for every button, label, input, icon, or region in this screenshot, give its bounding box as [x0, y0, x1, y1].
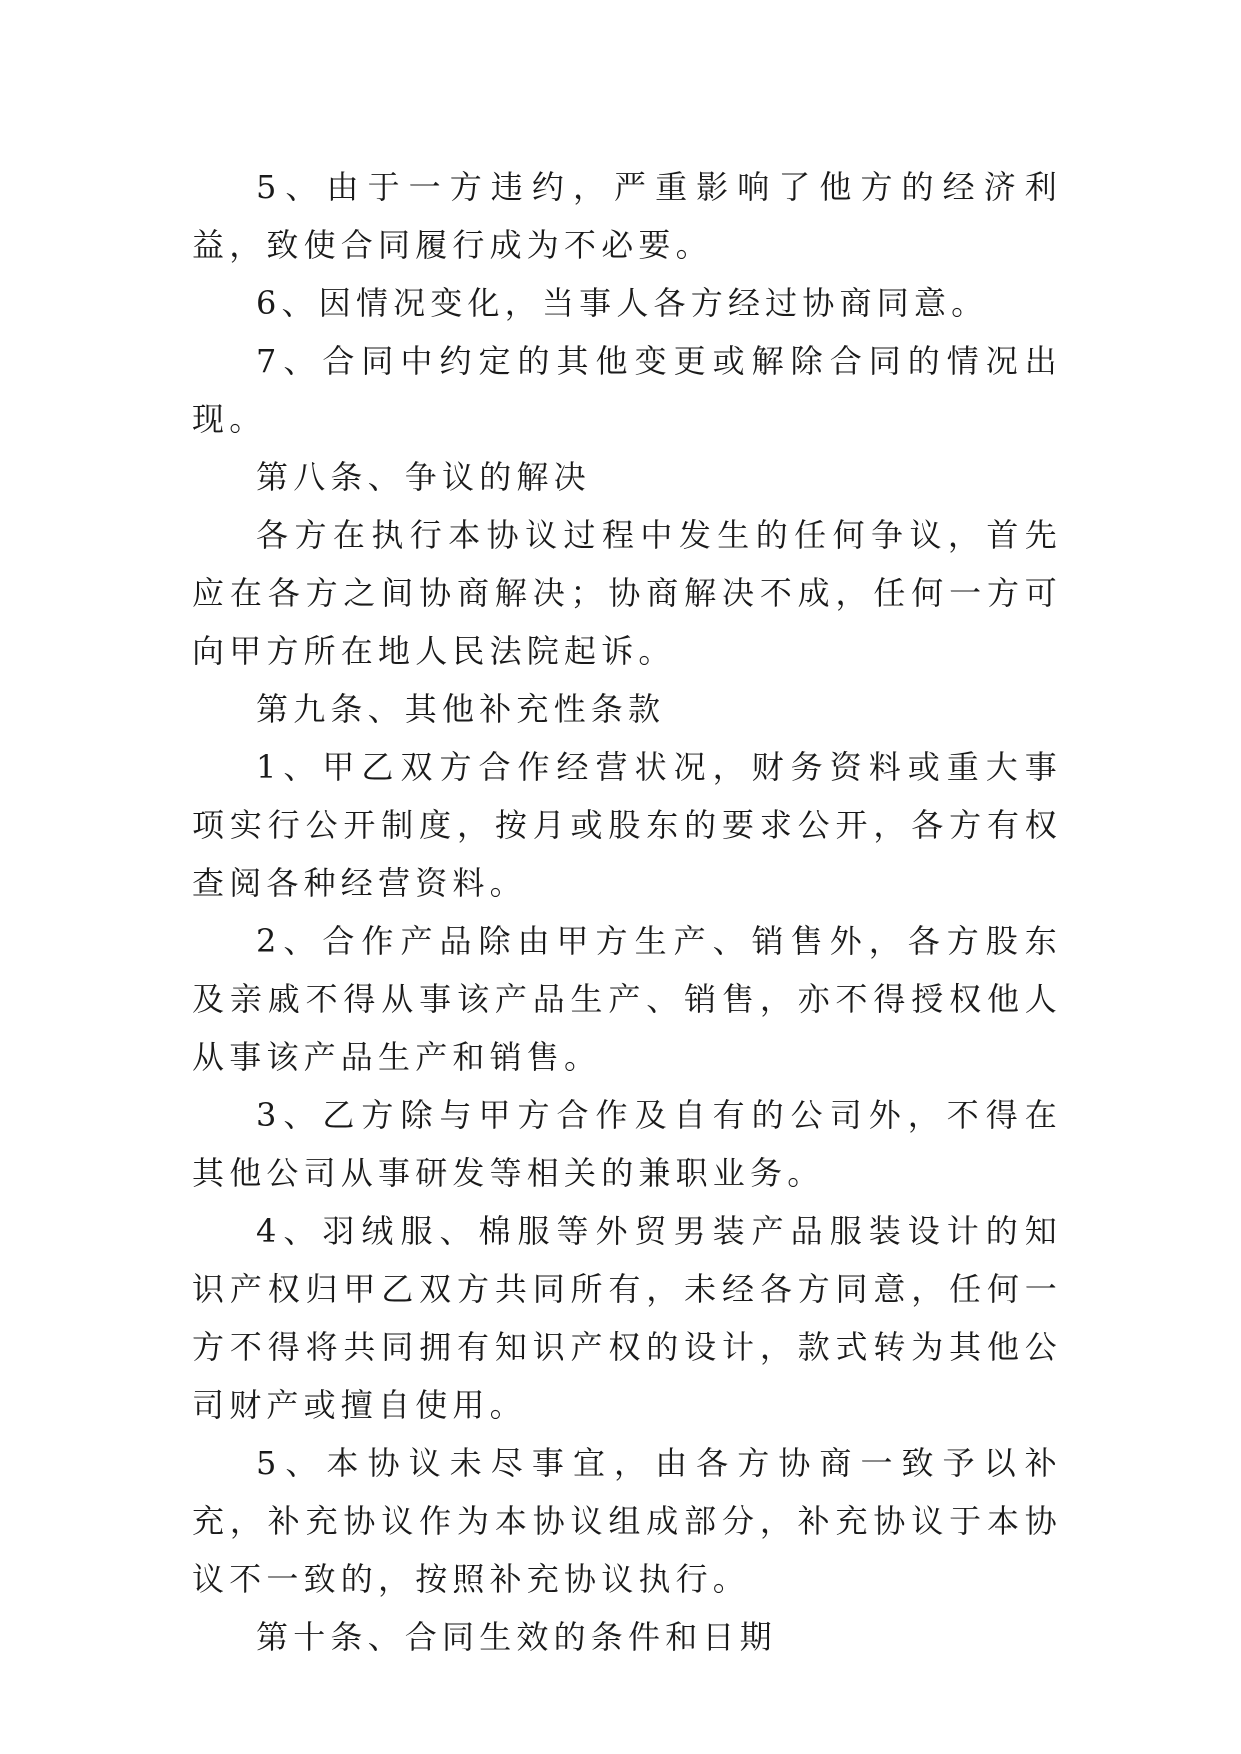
article-8-heading: 第八条、争议的解决 — [256, 458, 591, 496]
clause-5-breach: 5、由于一方违约，严重影响了他方的经济利益，致使合同履行成为不必要。 — [192, 168, 1062, 264]
clause-6-change: 6、因情况变化，当事人各方经过协商同意。 — [256, 284, 989, 322]
article-9-item-2: 2、合作产品除由甲方生产、销售外，各方股东及亲戚不得从事该产品生产、销售，亦不得授权他人从事该产品生产和销售。 — [192, 922, 1062, 1076]
article-9-item-1: 1、甲乙双方合作经营状况，财务资料或重大事项实行公开制度，按月或股东的要求公开，各方有权查阅各种经营资料。 — [192, 748, 1062, 902]
article-9-item-4: 4、羽绒服、棉服等外贸男装产品服装设计的知识产权归甲乙双方共同所有，未经各方同意，任何一方不得将共同拥有知识产权的设计，款式转为其他公司财产或擅自使用。 — [192, 1212, 1062, 1424]
document-body — [192, 158, 1062, 1666]
article-10-heading: 第十条、合同生效的条件和日期 — [256, 1618, 777, 1656]
article-9-item-3: 3、乙方除与甲方合作及自有的公司外，不得在其他公司从事研发等相关的兼职业务。 — [192, 1096, 1062, 1192]
article-8-text: 各方在执行本协议过程中发生的任何争议，首先应在各方之间协商解决；协商解决不成，任何一方可向甲方所在地人民法院起诉。 — [192, 516, 1062, 670]
clause-7-other: 7、合同中约定的其他变更或解除合同的情况出现。 — [192, 342, 1062, 438]
article-9-item-5: 5、本协议未尽事宜，由各方协商一致予以补充，补充协议作为本协议组成部分，补充协议于本协议不一致的，按照补充协议执行。 — [192, 1444, 1062, 1598]
article-9-heading: 第九条、其他补充性条款 — [256, 690, 666, 728]
